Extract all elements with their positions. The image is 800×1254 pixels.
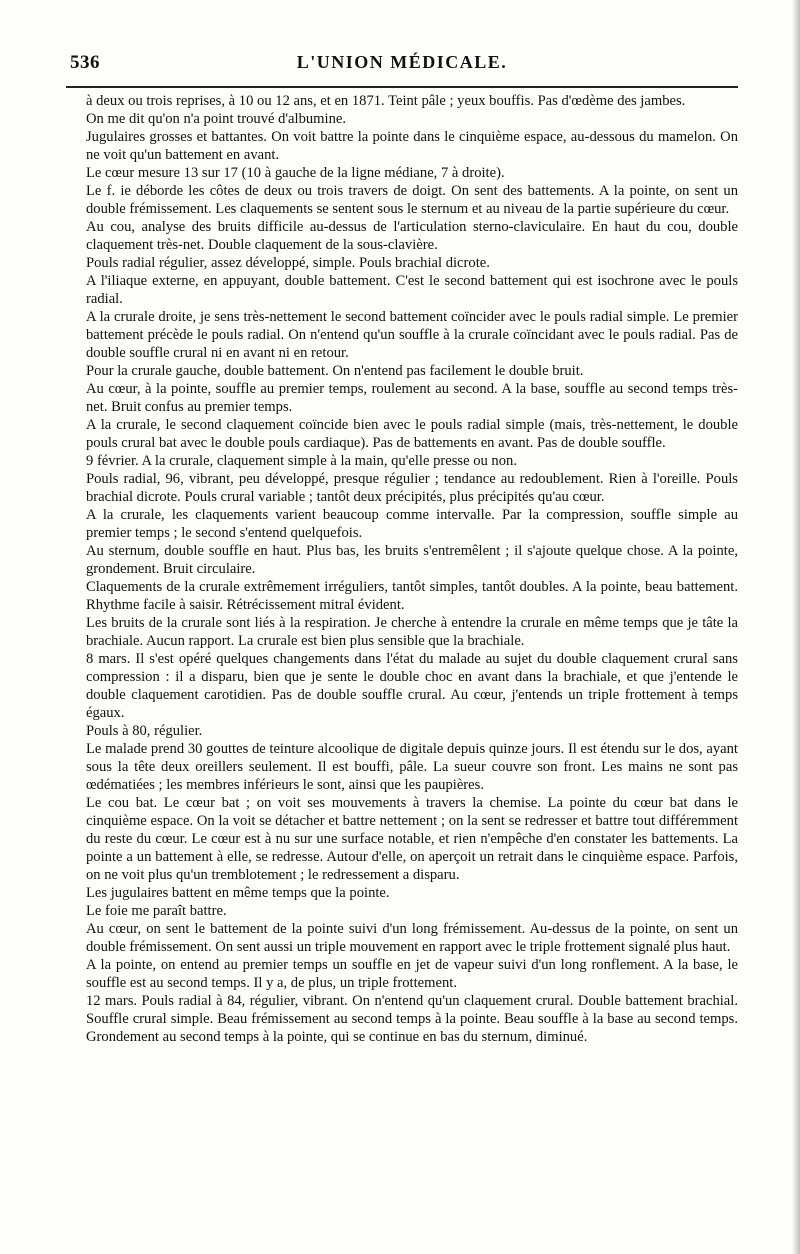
paragraph: Pouls radial, 96, vibrant, peu développé, presque régulier ; tendance au redoublement. Rien à l'oreille. Pouls brachial dicrote. Pouls crural variable ; tantôt deux précipités, plus précipités qu'au cœur. [86,471,738,505]
paragraph: Le cou bat. Le cœur bat ; on voit ses mouvements à travers la chemise. La pointe du cœur bat dans le cinquième espace. On la voit se détacher et battre nettement ; on la sent se redresser et battre tout différemment du reste du cœur. Le cœur est à nu sur une surface notable, et rien n'empêche d'en constater les battements. La pointe a un battement à elle, se redresse. Autour d'elle, on aperçoit un retrait dans le cinquième espace. Parfois, on ne voit plus qu'un tremblotement ; le redressement a disparu. [86,795,738,883]
paragraph: Au cœur, on sent le battement de la pointe suivi d'un long frémissement. Au-dessus de la pointe, on sent un double frémissement. On sent aussi un triple mouvement en rapport avec le triple frottement signalé plus haut. [86,921,738,955]
paragraph: Les bruits de la crurale sont liés à la respiration. Je cherche à entendre la crurale en même temps que je tâte la brachiale. Aucun rapport. La crurale est bien plus sensible que la brachiale. [86,615,738,649]
paragraph: Claquements de la crurale extrêmement irréguliers, tantôt simples, tantôt doubles. A la pointe, beau battement. Rhythme facile à saisir. Rétrécissement mitral évident. [86,579,738,613]
paragraph: Le cœur mesure 13 sur 17 (10 à gauche de la ligne médiane, 7 à droite). [86,165,505,181]
paragraph: 9 février. A la crurale, claquement simple à la main, qu'elle presse ou non. [86,453,517,469]
page-number: 536 [70,52,100,73]
paragraph: A la crurale, les claquements varient beaucoup comme intervalle. Par la compression, souffle simple au premier temps ; le second s'entend quelquefois. [86,507,738,541]
paragraph: Pouls radial régulier, assez développé, simple. Pouls brachial dicrote. [86,255,490,271]
paragraph: Au sternum, double souffle en haut. Plus bas, les bruits s'entremêlent ; il s'ajoute quelque chose. A la pointe, grondement. Bruit circulaire. [86,543,738,577]
paragraph: A la crurale, le second claquement coïncide bien avec le pouls radial simple (mais, très-nettement, le double pouls crural bat avec le double pouls cardiaque). Pas de battements en avant. Pas de double souffle. [86,417,738,451]
paragraph: A l'iliaque externe, en appuyant, double battement. C'est le second battement qui est isochrone avec le pouls radial. [86,273,738,307]
paragraph: à deux ou trois reprises, à 10 ou 12 ans, et en 1871. Teint pâle ; yeux bouffis. Pas d'œdème des jambes. [86,93,686,109]
paragraph: Pour la crurale gauche, double battement. On n'entend pas facilement le double bruit. [86,363,584,379]
paragraph: Au cœur, à la pointe, souffle au premier temps, roulement au second. A la base, souffle au second temps très-net. Bruit confus au premier temps. [86,381,738,415]
paragraph: Jugulaires grosses et battantes. On voit battre la pointe dans le cinquième espace, au-dessous du mamelon. On ne voit qu'un battement en avant. [86,129,738,163]
running-head: L'UNION MÉDICALE. [296,52,508,72]
paragraph: On me dit qu'on n'a point trouvé d'albumine. [86,111,346,127]
paragraph: A la pointe, on entend au premier temps un souffle en jet de vapeur suivi d'un long ronflement. A la base, le souffle est au second temps. Il y a, de plus, un triple frottement. [86,957,738,991]
paragraph: A la crurale droite, je sens très-nettement le second battement coïncider avec le pouls radial simple. Le premier battement précède le pouls radial. On n'entend qu'un souffle à la crurale coïncidant avec le pouls radial. Pas de double souffle crural ni en avant ni en retour. [86,309,738,361]
document-body [86,92,738,1046]
header-rule [66,86,738,88]
paragraph: 8 mars. Il s'est opéré quelques changements dans l'état du malade au sujet du double claquement crural sans compression : il a disparu, bien que je sente le double choc en avant dans la brachiale, et que j'entende le double claquement carotidien. Pas de double souffle crural. Au cœur, j'entends un triple frottement à temps égaux. [86,651,738,721]
paragraph: Pouls à 80, régulier. [86,723,203,739]
paragraph: 12 mars. Pouls radial à 84, régulier, vibrant. On n'entend qu'un claquement crural. Double battement brachial. Souffle crural simple. Beau frémissement au second temps à la pointe. Beau souffle à la base au second temps. Grondement au second temps à la pointe, qui se continue en bas du sternum, diminué. [86,993,738,1045]
paragraph: Le f. ie déborde les côtes de deux ou trois travers de doigt. On sent des battements. A la pointe, on sent un double frémissement. Les claquements se sentent sous le sternum et au niveau de la partie supérieure du cœur. [86,183,738,217]
paragraph: Le malade prend 30 gouttes de teinture alcoolique de digitale depuis quinze jours. Il est étendu sur le dos, ayant sous la tête deux oreillers seulement. Il est bouffi, pâle. La sueur couvre son front. Les mains ne sont pas œdématiées ; les membres inférieurs le sont, ainsi que les paupières. [86,741,738,793]
paragraph: Les jugulaires battent en même temps que la pointe. [86,885,390,901]
paragraph: Le foie me paraît battre. [86,903,227,919]
page-header [66,52,738,80]
paragraph: Au cou, analyse des bruits difficile au-dessus de l'articulation sterno-claviculaire. En haut du cou, double claquement très-net. Double claquement de la sous-clavière. [86,219,738,253]
